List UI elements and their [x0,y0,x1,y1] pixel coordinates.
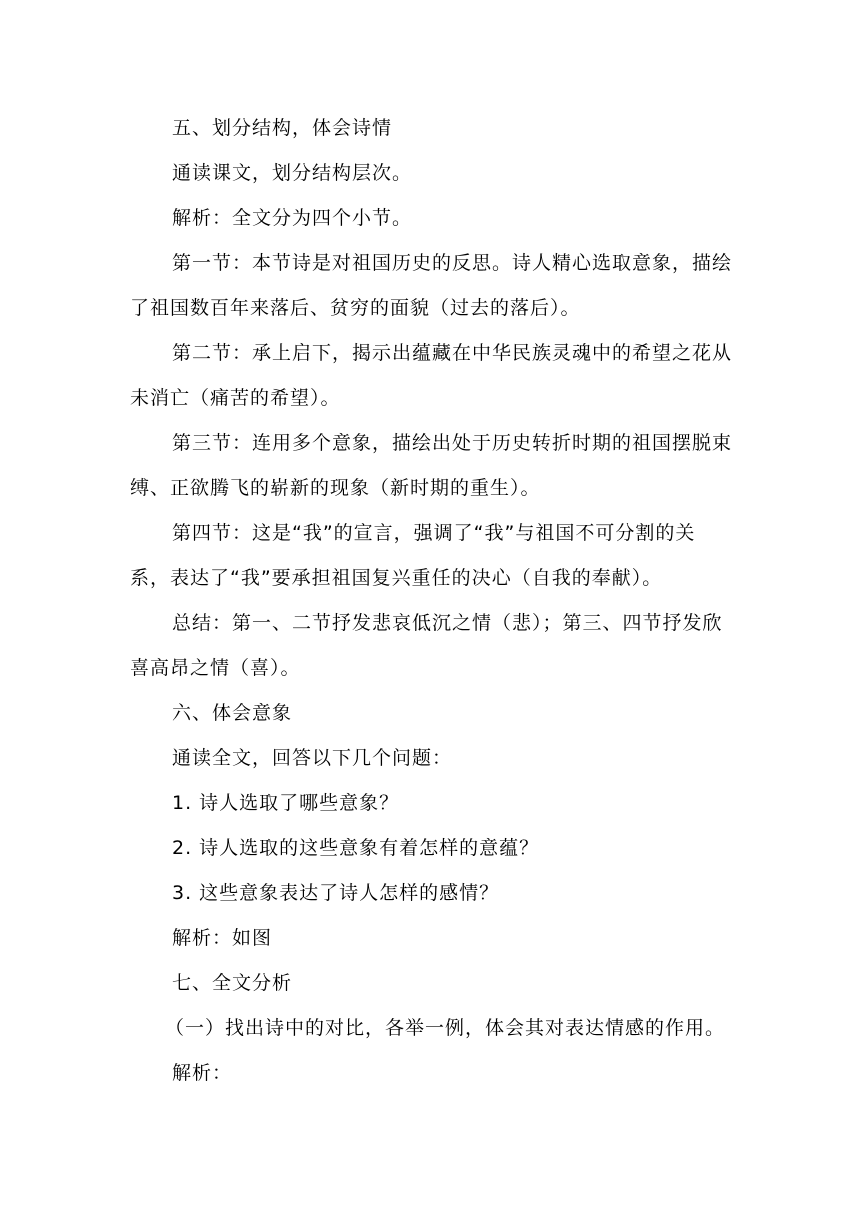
paragraph: 解析：如图 [172,927,273,949]
section-heading-7: 七、全文分析 [172,972,293,994]
paragraph-continuation: 喜高昂之情（喜）。 [130,657,301,679]
paragraph: 第二节：承上启下，揭示出蕴藏在中华民族灵魂中的希望之花从 [172,342,733,364]
section-heading-6: 六、体会意象 [172,702,293,724]
paragraph: 通读全文，回答以下几个问题： [172,747,453,769]
subsection-heading: （一）找出诗中的对比，各举一例，体会其对表达情感的作用。 [165,1017,726,1039]
section-heading-5: 五、划分结构，体会诗情 [172,117,393,139]
paragraph-continuation: 系，表达了“我”要承担祖国复兴重任的决心（自我的奉献）。 [130,567,663,589]
paragraph: 解析：全文分为四个小节。 [172,207,413,229]
question-item: 2. 诗人选取的这些意象有着怎样的意蕴？ [172,837,540,859]
paragraph-continuation: 了祖国数百年来落后、贫穷的面貌（过去的落后）。 [130,297,581,319]
paragraph: 第一节：本节诗是对祖国历史的反思。诗人精心选取意象，描绘 [172,252,733,274]
paragraph: 总结：第一、二节抒发悲哀低沉之情（悲）；第三、四节抒发欣 [172,612,723,634]
paragraph: 解析： [172,1062,233,1084]
question-item: 1. 诗人选取了哪些意象？ [172,792,400,814]
paragraph: 第三节：连用多个意象，描绘出处于历史转折时期的祖国摆脱束 [172,432,733,454]
paragraph: 通读课文，划分结构层次。 [172,162,413,184]
paragraph: 第四节：这是“我”的宣言，强调了“我”与祖国不可分割的关 [172,522,696,544]
paragraph-continuation: 缚、正欲腾飞的崭新的现象（新时期的重生）。 [130,477,541,499]
question-item: 3. 这些意象表达了诗人怎样的感情？ [172,882,500,904]
paragraph-continuation: 未消亡（痛苦的希望）。 [130,387,341,409]
